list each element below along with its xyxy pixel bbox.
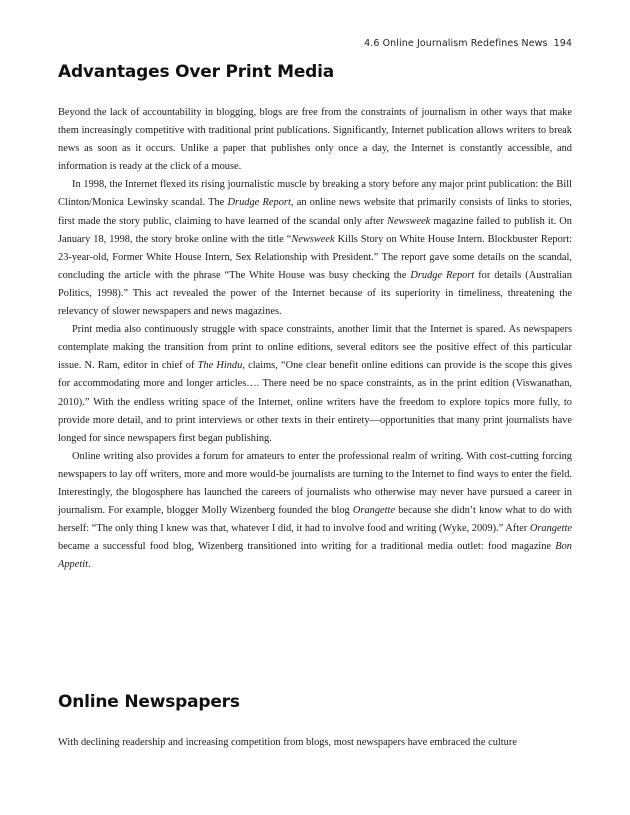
text-run: , an online news website that primarily consists of links to stories, first made the story public, claiming to have learned of the scandal only after xyxy=(58,197,572,227)
italic-title: Orangette xyxy=(529,523,572,535)
italic-title: Orangette xyxy=(352,505,396,517)
text-run: With declining readership and increasing competition from blogs, most newspapers have embraced the culture xyxy=(58,737,517,748)
section-heading-online-newspapers: Online Newspapers xyxy=(58,692,240,712)
text-run: Print media also continuously struggle with space constraints, another limit that the Internet is spared. As newspapers contemplate making the transition from print to online editions, several editors see the positive effect of this particular issue. N. Ram, editor in chief of xyxy=(58,324,572,372)
text-run: magazine failed to publish it. On January 18, 1998, the story broke online with the title “ xyxy=(58,215,572,245)
italic-title: Drudge Report xyxy=(227,197,291,209)
italic-title: Newsweek xyxy=(387,215,431,227)
italic-title: Drudge Report xyxy=(410,269,475,281)
running-head-section: 4.6 Online Journalism Redefines News xyxy=(364,38,548,49)
italic-title: Bon Appetit xyxy=(58,541,572,571)
italic-title: The Hindu xyxy=(197,360,243,372)
paragraph xyxy=(58,734,572,752)
text-run: for details (Australian Politics, 1998).” This act revealed the power of the Internet because of its superiority in timeliness, threatening the relevancy of slower newspapers and news magazines. xyxy=(58,269,572,318)
text-run: Beyond the lack of accountability in blogging, blogs are free from the constraints of journalism in other ways that make them increasingly competitive with traditional print publications. Significantly, Internet publication allows writers to break news as soon as it occurs. Unlike a paper that publishes only once a day, the Internet is constantly accessible, and information is ready at the click of a mouse. xyxy=(58,107,572,173)
italic-title: Newsweek xyxy=(291,233,335,245)
text-run: . xyxy=(88,559,91,571)
section-heading-advantages: Advantages Over Print Media xyxy=(58,62,335,82)
running-head xyxy=(364,38,572,49)
text-run: because she didn’t know what to do with herself: “The only thing I knew was that, whatever I did, it had to involve food and writing (Wyke, 2009).” After xyxy=(58,505,572,535)
text-run: Online writing also provides a forum for amateurs to enter the professional realm of writing. With cost-cutting forcing newspapers to lay off writers, more and more would-be journalists are turning to the Internet to find ways to enter the field. Interestingly, the blogosphere has launched the careers of journalists who otherwise may never have pursued a career in journalism. For example, blogger Molly Wizenberg founded the blog xyxy=(58,450,572,517)
paragraph xyxy=(58,321,572,448)
section-body-online-newspapers xyxy=(58,734,572,752)
text-run: became a successful food blog, Wizenberg transitioned into writing for a traditional media outlet: food magazine xyxy=(58,541,556,553)
text-run: In 1998, the Internet flexed its rising journalistic muscle by breaking a story before any major print publication: the Bill Clinton/Monica Lewinsky scandal. The xyxy=(58,179,572,209)
text-run: Kills Story on White House Intern. Blockbuster Report: 23-year-old, Former White House Intern, Sex Relationship with President.” The report gave some details on the scandal, concluding the article with the phrase “The White House was busy checking the xyxy=(58,233,573,281)
paragraph xyxy=(58,176,572,321)
text-run: , claims, “One clear benefit online editions can provide is the scope this gives for accommodating more and longer articles…. There need be no space constraints, as in the print edition (Viswanathan, 2010).” With the endless writing space of the Internet, online writers have the freedom to explore topics more fully, to provide more detail, and to print interviews or other texts in their entirety—opportunities that many print journalists have longed for since newspapers first began publishing. xyxy=(58,360,572,444)
section-body-advantages xyxy=(58,104,572,574)
paragraph xyxy=(58,104,572,176)
page-number: 194 xyxy=(553,38,572,49)
paragraph xyxy=(58,448,572,575)
